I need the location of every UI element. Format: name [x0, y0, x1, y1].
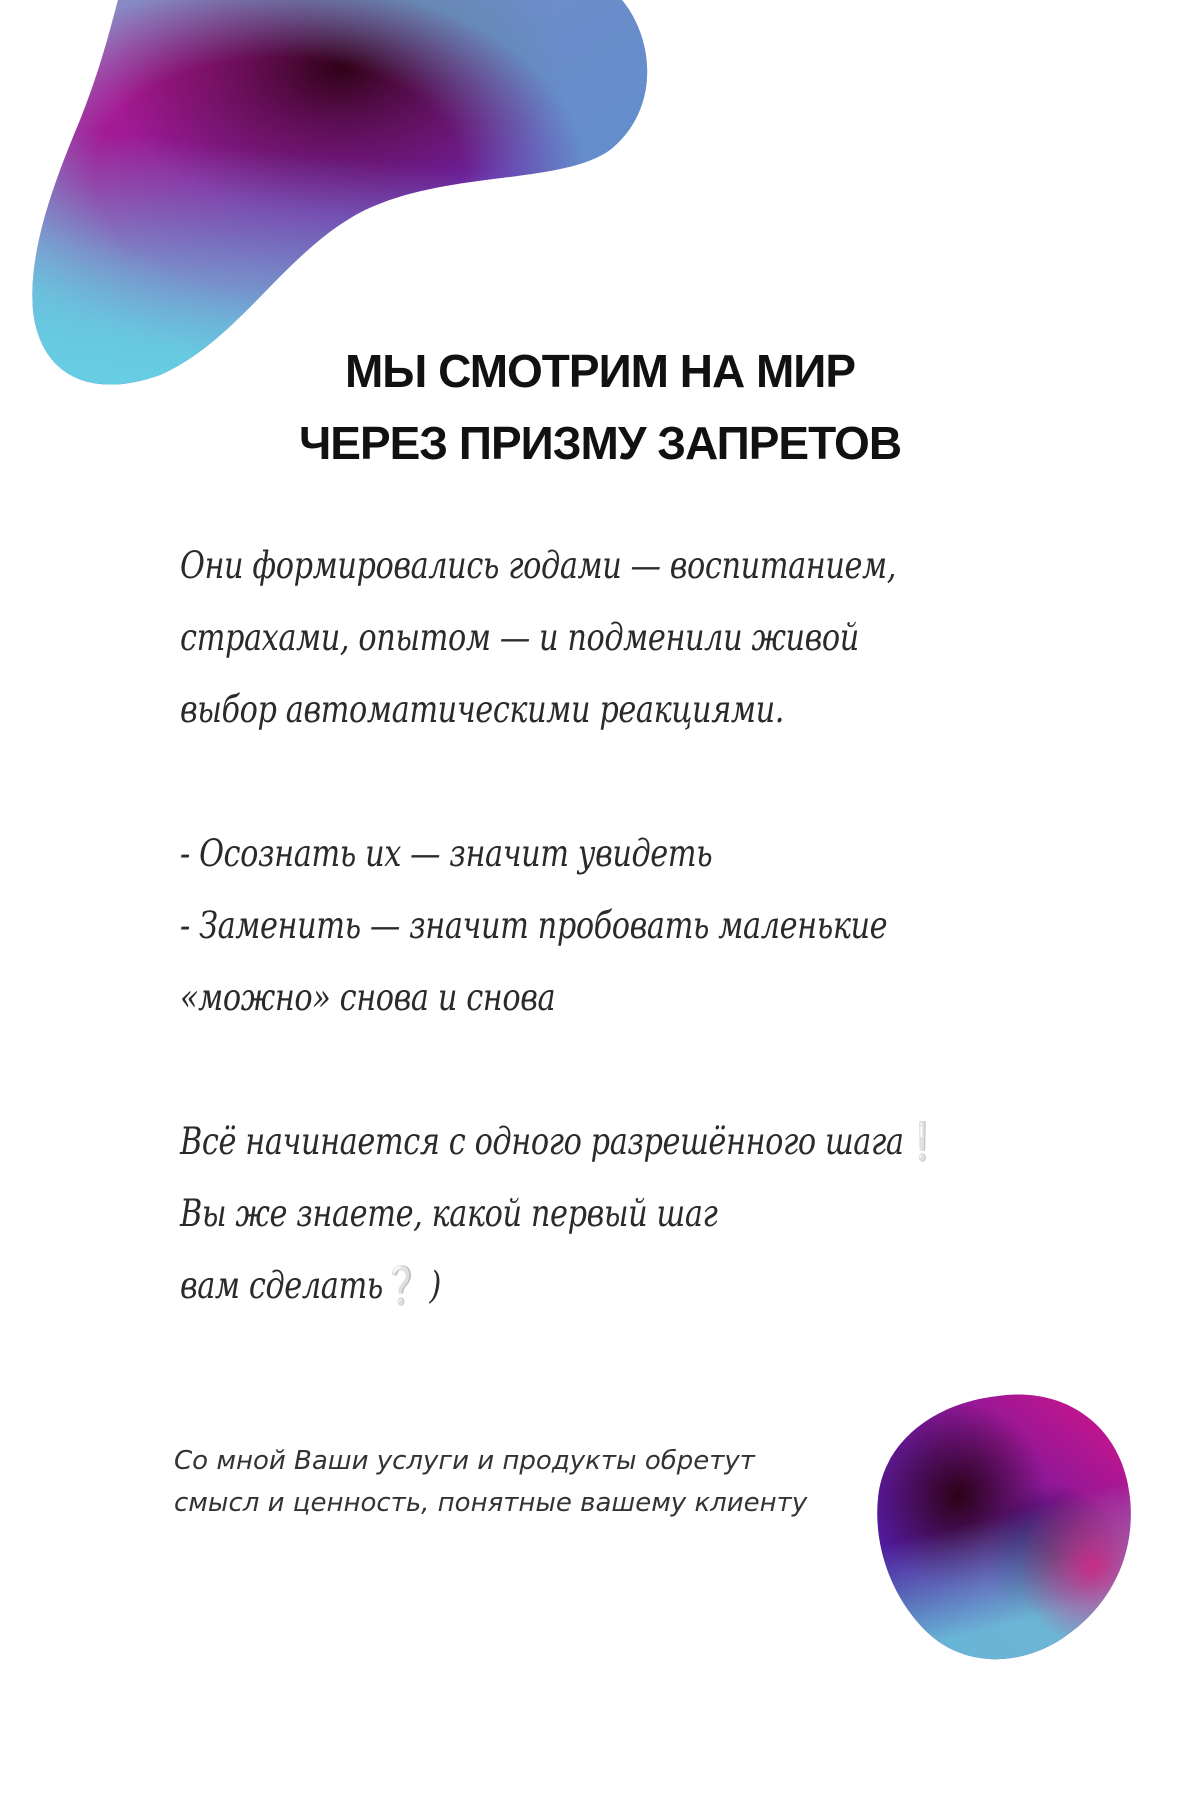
spacer: [180, 746, 836, 818]
page-title: [0, 335, 1200, 479]
footer-line-2: смысл и ценность, понятные вашему клиенту: [174, 1488, 808, 1518]
paragraph-1-line-2: страхами, опытом — и подменили живой: [180, 616, 859, 659]
exclamation-icon: ❕: [903, 1120, 941, 1163]
footer-line-1: Со мной Ваши услуги и продукты обретут: [174, 1446, 755, 1476]
paragraph-1-line-1: Они формировались годами — воспитанием,: [180, 544, 897, 587]
footer-tagline: [174, 1440, 874, 1524]
spacer: [180, 1034, 836, 1106]
paragraph-1-line-3: выбор автоматическими реакциями.: [180, 688, 784, 731]
list-item-2-continued: «можно» снова и снова: [180, 976, 556, 1019]
paragraph-2-line-1-text: Всё начинается с одного разрешённого шага: [180, 1120, 904, 1163]
paragraph-2-line-3: [180, 1250, 836, 1322]
question-icon: ❔: [382, 1264, 421, 1307]
paragraph-2-line-2: Вы же знаете, какой первый шаг: [180, 1192, 718, 1235]
title-line-2: ЧЕРЕЗ ПРИЗМУ ЗАПРЕТОВ: [298, 417, 902, 469]
paragraph-2-line-1: [180, 1106, 941, 1178]
gradient-blob-bottom-decoration: [868, 1388, 1138, 1668]
list-item-1: - Осознать их — значит увидеть: [180, 832, 713, 875]
paragraph-2-line-3-text: вам сделать: [180, 1264, 383, 1307]
list-item-2: - Заменить — значит пробовать маленькие: [180, 904, 888, 947]
title-line-1: МЫ СМОТРИМ НА МИР: [344, 345, 856, 397]
body-text: [180, 530, 941, 1322]
paragraph-2-line-3-end: ): [420, 1264, 441, 1307]
